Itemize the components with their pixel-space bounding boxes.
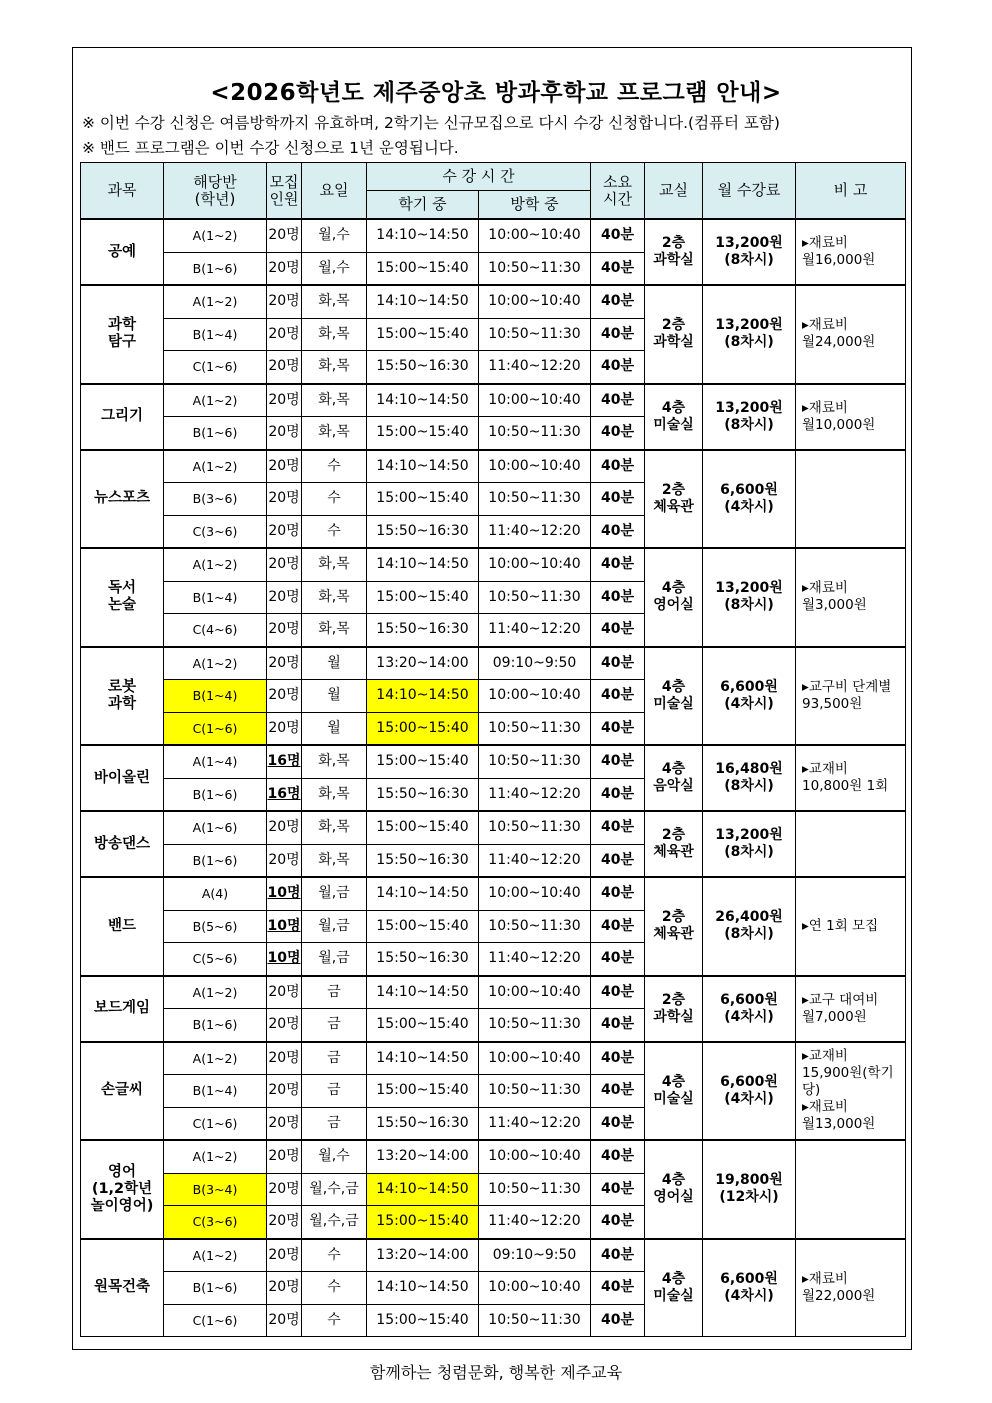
- vacation-time: 11:40~12:20: [479, 943, 591, 976]
- header-subject: 과목: [81, 163, 164, 220]
- class-section: B(1~6): [164, 778, 267, 811]
- class-days: 화,목: [302, 614, 367, 647]
- header-vacation: 방학 중: [479, 191, 591, 220]
- classroom: 2층 과학실: [645, 285, 703, 384]
- class-days: 화,목: [302, 581, 367, 614]
- program-group: [81, 384, 906, 450]
- monthly-fee: 13,200원 (8차시): [703, 384, 796, 450]
- capacity: 20명: [267, 581, 302, 614]
- remarks: ▸교구 대여비 월7,000원: [796, 976, 906, 1042]
- capacity: 20명: [267, 384, 302, 417]
- class-days: 화,목: [302, 351, 367, 384]
- class-section: B(1~6): [164, 417, 267, 450]
- class-days: 화,목: [302, 417, 367, 450]
- class-days: 월: [302, 647, 367, 680]
- remarks: ▸교재비 15,900원(학기당) ▸재료비 월13,000원: [796, 1042, 906, 1141]
- program-group: [81, 745, 906, 811]
- table-row: [81, 811, 906, 844]
- duration: 40분: [591, 1239, 645, 1272]
- duration: 40분: [591, 351, 645, 384]
- capacity: 20명: [267, 1042, 302, 1075]
- semester-time: 15:00~15:40: [367, 712, 479, 745]
- class-days: 월,금: [302, 910, 367, 943]
- semester-time: 14:10~14:50: [367, 680, 479, 713]
- remarks: ▸연 1회 모집: [796, 877, 906, 976]
- class-section: C(1~6): [164, 1304, 267, 1337]
- class-section: B(3~6): [164, 483, 267, 516]
- class-section: B(1~4): [164, 581, 267, 614]
- capacity: 20명: [267, 219, 302, 252]
- duration: 40분: [591, 515, 645, 548]
- semester-time: 13:20~14:00: [367, 1239, 479, 1272]
- class-section: A(1~2): [164, 384, 267, 417]
- vacation-time: 10:00~10:40: [479, 285, 591, 318]
- capacity: 20명: [267, 844, 302, 877]
- capacity: 20명: [267, 285, 302, 318]
- remarks: ▸교재비 10,800원 1회: [796, 745, 906, 811]
- vacation-time: 10:00~10:40: [479, 680, 591, 713]
- semester-time: 15:00~15:40: [367, 1009, 479, 1042]
- program-group: [81, 1239, 906, 1337]
- program-group: [81, 976, 906, 1042]
- monthly-fee: 13,200원 (8차시): [703, 219, 796, 285]
- class-section: A(1~2): [164, 219, 267, 252]
- capacity: 16명: [267, 778, 302, 811]
- remarks: ▸재료비 월24,000원: [796, 285, 906, 384]
- semester-time: 15:00~15:40: [367, 910, 479, 943]
- class-days: 월,수,금: [302, 1206, 367, 1239]
- capacity: 20명: [267, 1239, 302, 1272]
- program-group: [81, 285, 906, 384]
- duration: 40분: [591, 943, 645, 976]
- semester-time: 15:00~15:40: [367, 417, 479, 450]
- class-section: A(1~2): [164, 976, 267, 1009]
- capacity: 20명: [267, 1075, 302, 1108]
- notice-line-2: ※ 밴드 프로그램은 이번 수강 신청으로 1년 운영됩니다.: [82, 139, 459, 157]
- vacation-time: 10:00~10:40: [479, 219, 591, 252]
- semester-time: 14:10~14:50: [367, 1042, 479, 1075]
- class-section: B(1~6): [164, 1272, 267, 1305]
- vacation-time: 10:50~11:30: [479, 1009, 591, 1042]
- vacation-time: 10:00~10:40: [479, 450, 591, 483]
- class-section: A(1~2): [164, 1140, 267, 1173]
- header-class: 해당반 (학년): [164, 163, 267, 220]
- monthly-fee: 13,200원 (8차시): [703, 285, 796, 384]
- class-days: 화,목: [302, 384, 367, 417]
- vacation-time: 11:40~12:20: [479, 1107, 591, 1140]
- vacation-time: 10:50~11:30: [479, 252, 591, 285]
- duration: 40분: [591, 877, 645, 910]
- duration: 40분: [591, 1206, 645, 1239]
- classroom: 4층 영어실: [645, 1140, 703, 1239]
- vacation-time: 10:50~11:30: [479, 581, 591, 614]
- duration: 40분: [591, 252, 645, 285]
- duration: 40분: [591, 384, 645, 417]
- class-days: 금: [302, 1009, 367, 1042]
- semester-time: 15:00~15:40: [367, 1075, 479, 1108]
- semester-time: 14:10~14:50: [367, 219, 479, 252]
- capacity: 20명: [267, 515, 302, 548]
- program-name: 원목건축: [81, 1239, 164, 1337]
- remarks: [796, 1140, 906, 1239]
- semester-time: 15:00~15:40: [367, 581, 479, 614]
- monthly-fee: 19,800원 (12차시): [703, 1140, 796, 1239]
- table-header: [81, 163, 906, 220]
- semester-time: 15:00~15:40: [367, 1304, 479, 1337]
- monthly-fee: 13,200원 (8차시): [703, 548, 796, 647]
- class-section: A(1~2): [164, 647, 267, 680]
- program-name: 과학 탐구: [81, 285, 164, 384]
- semester-time: 14:10~14:50: [367, 1173, 479, 1206]
- classroom: 4층 음악실: [645, 745, 703, 811]
- duration: 40분: [591, 1009, 645, 1042]
- semester-time: 14:10~14:50: [367, 976, 479, 1009]
- class-days: 금: [302, 976, 367, 1009]
- remarks: [796, 450, 906, 549]
- semester-time: 15:50~16:30: [367, 844, 479, 877]
- program-name: 방송댄스: [81, 811, 164, 877]
- classroom: 2층 과학실: [645, 219, 703, 285]
- duration: 40분: [591, 712, 645, 745]
- capacity: 20명: [267, 1140, 302, 1173]
- semester-time: 14:10~14:50: [367, 384, 479, 417]
- semester-time: 14:10~14:50: [367, 285, 479, 318]
- class-section: C(5~6): [164, 943, 267, 976]
- remarks: ▸재료비 월22,000원: [796, 1239, 906, 1337]
- vacation-time: 09:10~9:50: [479, 1239, 591, 1272]
- classroom: 4층 미술실: [645, 1239, 703, 1337]
- duration: 40분: [591, 745, 645, 778]
- class-section: C(1~6): [164, 1107, 267, 1140]
- class-days: 화,목: [302, 745, 367, 778]
- class-days: 화,목: [302, 318, 367, 351]
- vacation-time: 10:50~11:30: [479, 417, 591, 450]
- capacity: 20명: [267, 712, 302, 745]
- vacation-time: 10:50~11:30: [479, 1075, 591, 1108]
- monthly-fee: 6,600원 (4차시): [703, 450, 796, 549]
- program-name: 영어 (1,2학년 놀이영어): [81, 1140, 164, 1239]
- capacity: 20명: [267, 351, 302, 384]
- class-section: B(1~6): [164, 1009, 267, 1042]
- class-days: 월: [302, 680, 367, 713]
- vacation-time: 10:50~11:30: [479, 811, 591, 844]
- class-days: 월,수,금: [302, 1173, 367, 1206]
- class-section: B(1~4): [164, 680, 267, 713]
- program-name: 뉴스포츠: [81, 450, 164, 549]
- table-row: [81, 1239, 906, 1272]
- capacity: 10명: [267, 943, 302, 976]
- duration: 40분: [591, 614, 645, 647]
- capacity: 10명: [267, 877, 302, 910]
- semester-time: 15:00~15:40: [367, 811, 479, 844]
- remarks: ▸재료비 월3,000원: [796, 548, 906, 647]
- class-days: 화,목: [302, 548, 367, 581]
- class-days: 수: [302, 515, 367, 548]
- duration: 40분: [591, 976, 645, 1009]
- duration: 40분: [591, 910, 645, 943]
- class-section: C(1~6): [164, 712, 267, 745]
- program-name: 손글씨: [81, 1042, 164, 1141]
- vacation-time: 09:10~9:50: [479, 647, 591, 680]
- monthly-fee: 6,600원 (4차시): [703, 1042, 796, 1141]
- table-row: [81, 285, 906, 318]
- class-days: 금: [302, 1042, 367, 1075]
- semester-time: 15:00~15:40: [367, 745, 479, 778]
- class-days: 화,목: [302, 285, 367, 318]
- classroom: 2층 체육관: [645, 450, 703, 549]
- vacation-time: 11:40~12:20: [479, 778, 591, 811]
- capacity: 20명: [267, 647, 302, 680]
- monthly-fee: 16,480원 (8차시): [703, 745, 796, 811]
- duration: 40분: [591, 219, 645, 252]
- capacity: 20명: [267, 976, 302, 1009]
- program-group: [81, 877, 906, 976]
- semester-time: 15:00~15:40: [367, 318, 479, 351]
- class-days: 금: [302, 1075, 367, 1108]
- duration: 40분: [591, 1304, 645, 1337]
- class-days: 금: [302, 1107, 367, 1140]
- vacation-time: 11:40~12:20: [479, 614, 591, 647]
- capacity: 20명: [267, 318, 302, 351]
- class-section: A(1~2): [164, 548, 267, 581]
- table-row: [81, 450, 906, 483]
- semester-time: 15:50~16:30: [367, 943, 479, 976]
- classroom: 4층 미술실: [645, 1042, 703, 1141]
- duration: 40분: [591, 1173, 645, 1206]
- semester-time: 15:50~16:30: [367, 351, 479, 384]
- class-days: 월,금: [302, 877, 367, 910]
- capacity: 20명: [267, 1304, 302, 1337]
- capacity: 20명: [267, 548, 302, 581]
- duration: 40분: [591, 1042, 645, 1075]
- semester-time: 15:00~15:40: [367, 1206, 479, 1239]
- duration: 40분: [591, 285, 645, 318]
- monthly-fee: 26,400원 (8차시): [703, 877, 796, 976]
- capacity: 20명: [267, 1107, 302, 1140]
- class-section: A(1~2): [164, 1042, 267, 1075]
- class-section: C(3~6): [164, 515, 267, 548]
- program-name: 공예: [81, 219, 164, 285]
- page-title: <2026학년도 제주중앙초 방과후학교 프로그램 안내>: [210, 80, 782, 106]
- vacation-time: 10:00~10:40: [479, 1042, 591, 1075]
- capacity: 20명: [267, 252, 302, 285]
- header-room: 교실: [645, 163, 703, 220]
- table-row: [81, 1042, 906, 1075]
- semester-time: 14:10~14:50: [367, 877, 479, 910]
- duration: 40분: [591, 581, 645, 614]
- table-row: [81, 745, 906, 778]
- duration: 40분: [591, 1272, 645, 1305]
- classroom: 4층 미술실: [645, 647, 703, 746]
- duration: 40분: [591, 548, 645, 581]
- capacity: 10명: [267, 910, 302, 943]
- class-days: 화,목: [302, 778, 367, 811]
- class-section: B(3~4): [164, 1173, 267, 1206]
- duration: 40분: [591, 1075, 645, 1108]
- vacation-time: 10:50~11:30: [479, 1304, 591, 1337]
- header-day: 요일: [302, 163, 367, 220]
- class-days: 화,목: [302, 811, 367, 844]
- class-section: C(4~6): [164, 614, 267, 647]
- duration: 40분: [591, 450, 645, 483]
- header-note: 비 고: [796, 163, 906, 220]
- notice-line-1: ※ 이번 수강 신청은 여름방학까지 유효하며, 2학기는 신규모집으로 다시 수강 신청합니다.(컴퓨터 포함): [82, 114, 780, 132]
- capacity: 20명: [267, 417, 302, 450]
- program-group: [81, 548, 906, 647]
- vacation-time: 10:00~10:40: [479, 877, 591, 910]
- table-row: [81, 219, 906, 252]
- vacation-time: 10:50~11:30: [479, 712, 591, 745]
- semester-time: 15:50~16:30: [367, 515, 479, 548]
- semester-time: 15:50~16:30: [367, 614, 479, 647]
- classroom: 2층 체육관: [645, 811, 703, 877]
- class-days: 월,수: [302, 252, 367, 285]
- capacity: 20명: [267, 811, 302, 844]
- capacity: 20명: [267, 1206, 302, 1239]
- class-section: A(1~6): [164, 811, 267, 844]
- vacation-time: 10:00~10:40: [479, 384, 591, 417]
- duration: 40분: [591, 778, 645, 811]
- class-section: A(1~4): [164, 745, 267, 778]
- duration: 40분: [591, 811, 645, 844]
- program-schedule-table: [80, 162, 906, 1337]
- footer-slogan: 함께하는 청렴문화, 행복한 제주교육: [369, 1363, 623, 1382]
- vacation-time: 10:50~11:30: [479, 1173, 591, 1206]
- duration: 40분: [591, 647, 645, 680]
- program-name: 보드게임: [81, 976, 164, 1042]
- classroom: 4층 영어실: [645, 548, 703, 647]
- header-time: 수 강 시 간: [367, 163, 591, 191]
- remarks: ▸재료비 월16,000원: [796, 219, 906, 285]
- capacity: 20명: [267, 1272, 302, 1305]
- program-name: 그리기: [81, 384, 164, 450]
- class-section: C(3~6): [164, 1206, 267, 1239]
- semester-time: 15:50~16:30: [367, 778, 479, 811]
- class-section: B(1~6): [164, 252, 267, 285]
- table-row: [81, 976, 906, 1009]
- semester-time: 14:10~14:50: [367, 450, 479, 483]
- capacity: 20명: [267, 450, 302, 483]
- program-name: 밴드: [81, 877, 164, 976]
- monthly-fee: 6,600원 (4차시): [703, 647, 796, 746]
- duration: 40분: [591, 680, 645, 713]
- program-group: [81, 647, 906, 746]
- class-days: 수: [302, 1304, 367, 1337]
- vacation-time: 10:00~10:40: [479, 1272, 591, 1305]
- semester-time: 14:10~14:50: [367, 548, 479, 581]
- capacity: 20명: [267, 680, 302, 713]
- monthly-fee: 6,600원 (4차시): [703, 1239, 796, 1337]
- class-days: 화,목: [302, 844, 367, 877]
- header-fee: 월 수강료: [703, 163, 796, 220]
- duration: 40분: [591, 844, 645, 877]
- capacity: 20명: [267, 1173, 302, 1206]
- duration: 40분: [591, 1140, 645, 1173]
- semester-time: 15:00~15:40: [367, 252, 479, 285]
- table-row: [81, 877, 906, 910]
- vacation-time: 11:40~12:20: [479, 844, 591, 877]
- program-group: [81, 811, 906, 877]
- monthly-fee: 13,200원 (8차시): [703, 811, 796, 877]
- class-section: B(1~4): [164, 1075, 267, 1108]
- vacation-time: 10:50~11:30: [479, 745, 591, 778]
- class-days: 수: [302, 1272, 367, 1305]
- header-capacity: 모집 인원: [267, 163, 302, 220]
- class-section: C(1~6): [164, 351, 267, 384]
- program-group: [81, 219, 906, 285]
- class-days: 수: [302, 450, 367, 483]
- class-section: A(1~2): [164, 285, 267, 318]
- class-section: B(1~6): [164, 844, 267, 877]
- vacation-time: 10:50~11:30: [479, 483, 591, 516]
- program-name: 바이올린: [81, 745, 164, 811]
- classroom: 4층 미술실: [645, 384, 703, 450]
- vacation-time: 10:00~10:40: [479, 976, 591, 1009]
- class-section: A(4): [164, 877, 267, 910]
- capacity: 20명: [267, 1009, 302, 1042]
- class-days: 수: [302, 483, 367, 516]
- duration: 40분: [591, 318, 645, 351]
- program-group: [81, 450, 906, 549]
- table-row: [81, 1140, 906, 1173]
- class-days: 월,수: [302, 1140, 367, 1173]
- program-name: 독서 논술: [81, 548, 164, 647]
- semester-time: 15:00~15:40: [367, 483, 479, 516]
- class-section: B(5~6): [164, 910, 267, 943]
- duration: 40분: [591, 1107, 645, 1140]
- classroom: 2층 과학실: [645, 976, 703, 1042]
- class-section: B(1~4): [164, 318, 267, 351]
- vacation-time: 10:00~10:40: [479, 1140, 591, 1173]
- duration: 40분: [591, 483, 645, 516]
- duration: 40분: [591, 417, 645, 450]
- class-days: 월,금: [302, 943, 367, 976]
- program-group: [81, 1042, 906, 1141]
- capacity: 16명: [267, 745, 302, 778]
- remarks: ▸재료비 월10,000원: [796, 384, 906, 450]
- capacity: 20명: [267, 483, 302, 516]
- class-section: A(1~2): [164, 1239, 267, 1272]
- semester-time: 13:20~14:00: [367, 1140, 479, 1173]
- remarks: [796, 811, 906, 877]
- class-days: 월,수: [302, 219, 367, 252]
- semester-time: 15:50~16:30: [367, 1107, 479, 1140]
- vacation-time: 11:40~12:20: [479, 1206, 591, 1239]
- table-row: [81, 384, 906, 417]
- class-days: 월: [302, 712, 367, 745]
- program-name: 로봇 과학: [81, 647, 164, 746]
- class-section: A(1~2): [164, 450, 267, 483]
- capacity: 20명: [267, 614, 302, 647]
- header-semester: 학기 중: [367, 191, 479, 220]
- remarks: ▸교구비 단계별 93,500원: [796, 647, 906, 746]
- vacation-time: 10:00~10:40: [479, 548, 591, 581]
- vacation-time: 11:40~12:20: [479, 515, 591, 548]
- monthly-fee: 6,600원 (4차시): [703, 976, 796, 1042]
- semester-time: 14:10~14:50: [367, 1272, 479, 1305]
- table-row: [81, 647, 906, 680]
- semester-time: 13:20~14:00: [367, 647, 479, 680]
- table-row: [81, 548, 906, 581]
- header-duration: 소요 시간: [591, 163, 645, 220]
- program-group: [81, 1140, 906, 1239]
- class-days: 수: [302, 1239, 367, 1272]
- vacation-time: 10:50~11:30: [479, 318, 591, 351]
- vacation-time: 10:50~11:30: [479, 910, 591, 943]
- vacation-time: 11:40~12:20: [479, 351, 591, 384]
- classroom: 2층 체육관: [645, 877, 703, 976]
